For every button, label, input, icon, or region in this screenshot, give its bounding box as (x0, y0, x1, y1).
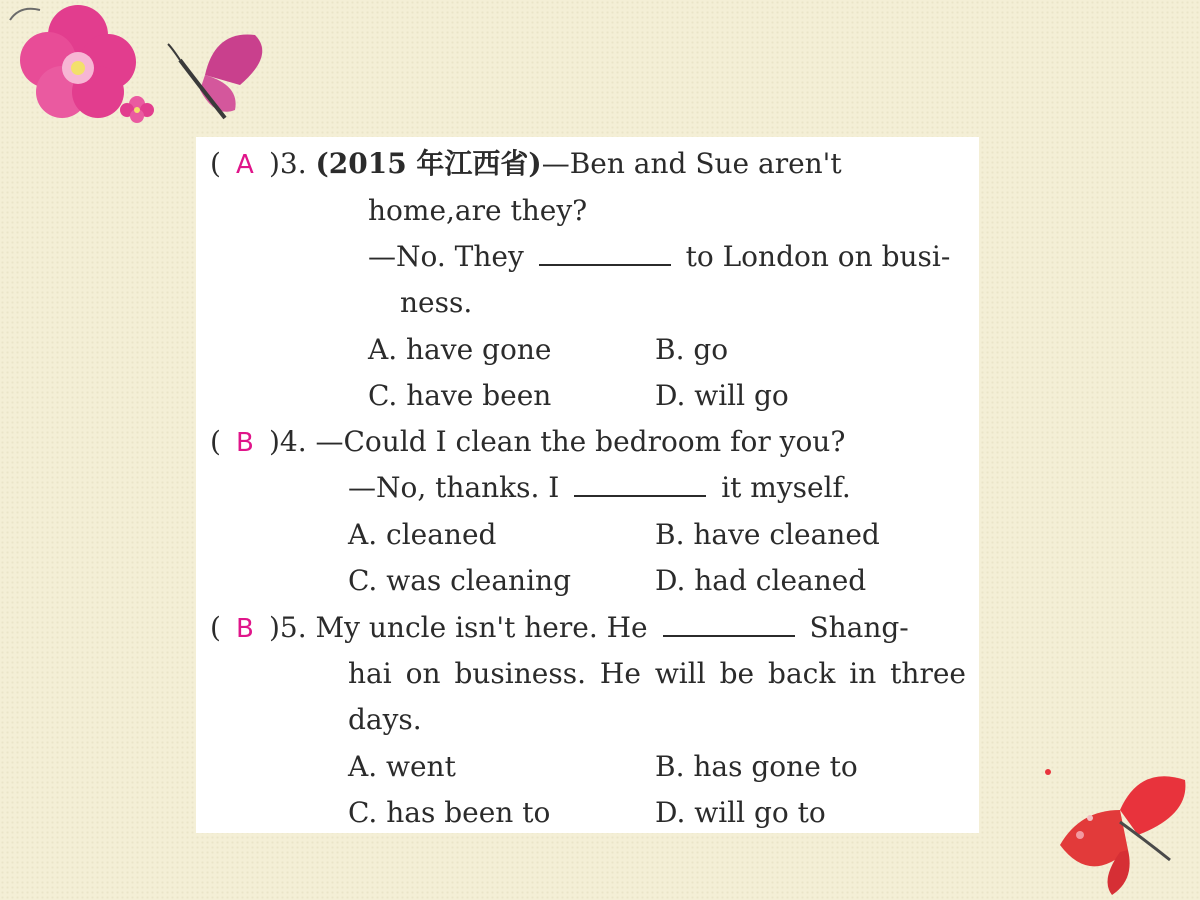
question-source: (2015 年江西省) (315, 147, 542, 180)
answer-blank (663, 605, 795, 637)
option-a: A. have gone (368, 333, 552, 366)
question-text: —Ben and Sue aren't (541, 147, 842, 180)
question-number: 4. (279, 425, 307, 458)
exercise-card (196, 137, 979, 833)
option-b: B. go (655, 333, 729, 366)
question-3-line-4: ness. (400, 286, 473, 319)
answer-mark: A (236, 150, 254, 180)
option-b: B. have cleaned (655, 518, 880, 551)
answer-blank (574, 465, 706, 497)
option-d: D. will go (655, 379, 789, 412)
answer-paren-open: ( (210, 425, 221, 458)
question-4-line-2 (348, 465, 851, 511)
butterfly-decoration (1020, 740, 1200, 900)
option-d: D. will go to (655, 796, 826, 829)
butterfly-icon (168, 35, 262, 119)
question-5-line-1 (210, 605, 966, 651)
option-c: C. was cleaning (348, 564, 572, 597)
question-3-line-2: home,are they? (368, 194, 588, 227)
option-c: C. have been (368, 379, 552, 412)
question-number: 5. (279, 611, 307, 644)
question-text: it myself. (721, 471, 851, 504)
question-text: —Could I clean the bedroom for you? (315, 425, 846, 458)
question-text: —No. They (368, 240, 524, 273)
answer-paren-close: ) (268, 147, 280, 180)
answer-mark: B (236, 614, 254, 644)
question-3-line-1 (210, 141, 966, 187)
option-b: B. has gone to (655, 750, 858, 783)
answer-paren-close: ) (268, 425, 280, 458)
question-3-line-3 (368, 234, 966, 280)
answer-blank (539, 234, 671, 266)
flower-icon (20, 5, 136, 118)
option-d: D. had cleaned (655, 564, 867, 597)
question-4-line-1 (210, 419, 845, 465)
question-text: Shang- (809, 611, 909, 644)
answer-paren-close: ) (268, 611, 280, 644)
question-text: My uncle isn't here. He (315, 611, 648, 644)
answer-paren-open: ( (210, 147, 221, 180)
small-flower-icon (120, 96, 154, 123)
option-a: A. went (348, 750, 456, 783)
answer-mark: B (236, 428, 254, 458)
question-number: 3. (279, 147, 307, 180)
question-5-line-3: days. (348, 703, 422, 736)
question-text: to London on busi- (685, 240, 951, 273)
option-a: A. cleaned (348, 518, 497, 551)
answer-paren-open: ( (210, 611, 221, 644)
question-text: —No, thanks. I (348, 471, 560, 504)
question-5-line-2: hai on business. He will be back in three (348, 657, 966, 690)
option-c: C. has been to (348, 796, 551, 829)
butterfly-icon (1045, 769, 1185, 895)
flower-butterfly-decoration (0, 0, 300, 150)
